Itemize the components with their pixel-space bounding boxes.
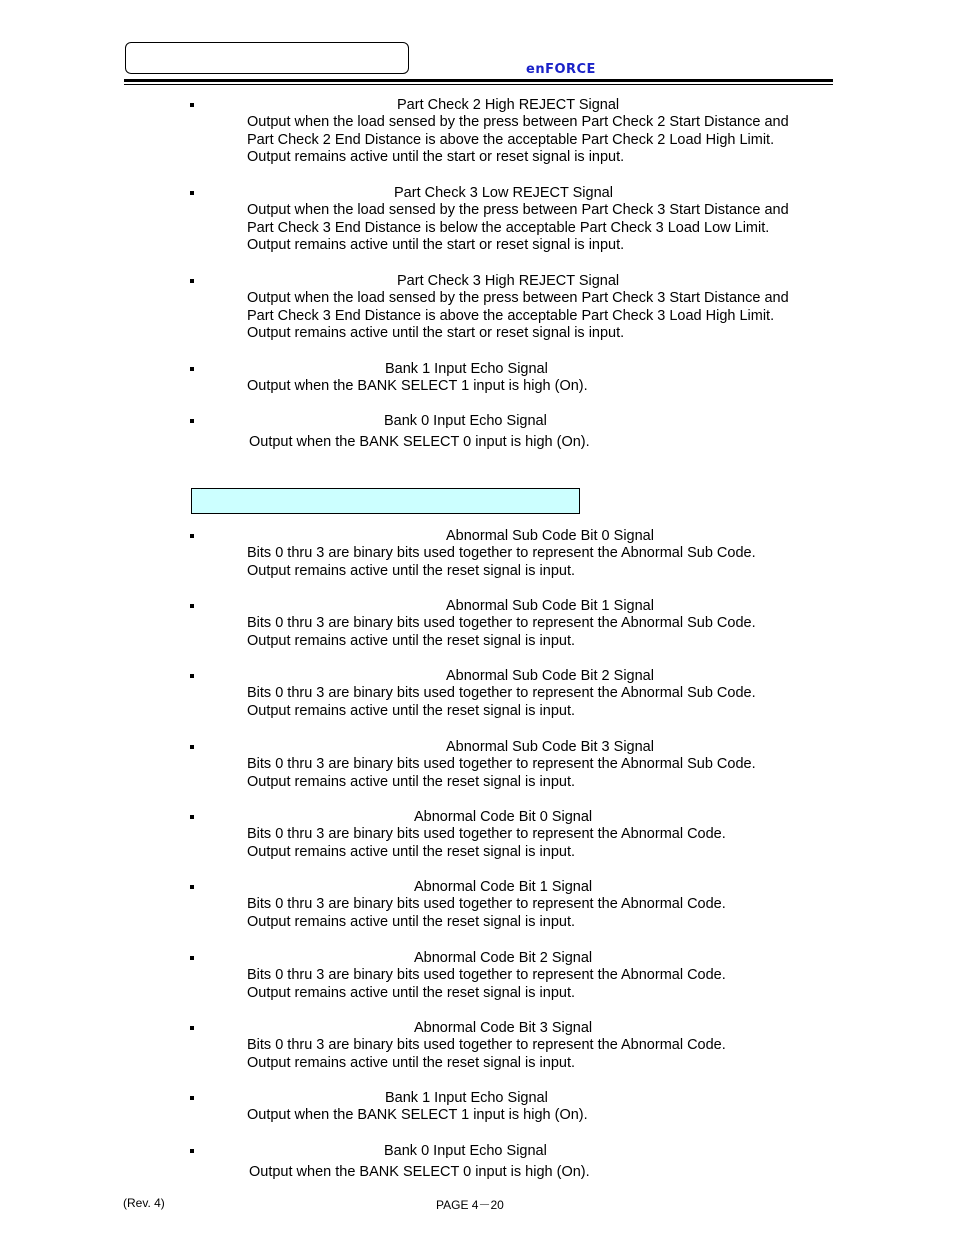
signal-title: Bank 1 Input Echo Signal — [385, 1090, 548, 1106]
signal-description — [247, 826, 726, 861]
signal-title: Part Check 3 High REJECT Signal — [397, 273, 620, 289]
signal-title: Abnormal Code Bit 2 Signal — [414, 950, 593, 966]
bullet-icon — [190, 367, 194, 371]
signal-title: Abnormal Code Bit 3 Signal — [414, 1020, 593, 1036]
signal-title: Part Check 3 Low REJECT Signal — [394, 185, 613, 201]
signal-description — [247, 114, 789, 167]
signal-title: Part Check 2 High REJECT Signal — [397, 97, 620, 113]
header-rule-thin — [124, 84, 833, 85]
signal-description — [247, 545, 756, 580]
description-line: Output remains active until the reset signal is input. — [247, 773, 576, 790]
signal-description — [247, 615, 756, 650]
description-line: Output remains active until the reset signal is input. — [247, 843, 576, 860]
signal-title: Abnormal Code Bit 0 Signal — [414, 809, 593, 825]
description-line: Output remains active until the reset signal is input. — [247, 913, 576, 930]
description-line: Bits 0 thru 3 are binary bits used together to represent the Abnormal Code. — [247, 967, 726, 983]
description-line: Bits 0 thru 3 are binary bits used together to represent the Abnormal Sub Code. — [247, 615, 756, 631]
signal-title: Abnormal Sub Code Bit 2 Signal — [446, 668, 654, 684]
signal-description — [247, 290, 789, 343]
bullet-icon — [190, 885, 194, 889]
description-line: Bits 0 thru 3 are binary bits used together to represent the Abnormal Code. — [247, 1037, 726, 1053]
signal-title: Abnormal Sub Code Bit 1 Signal — [446, 598, 654, 614]
signal-description — [247, 1107, 588, 1125]
header-title-box — [125, 42, 409, 74]
bullet-icon — [190, 1096, 194, 1100]
signal-title: Abnormal Sub Code Bit 3 Signal — [446, 739, 654, 755]
description-line: Output remains active until the reset signal is input. — [247, 984, 576, 1001]
signal-title: Bank 0 Input Echo Signal — [384, 1143, 547, 1159]
bullet-icon — [190, 279, 194, 283]
signal-description — [247, 756, 756, 791]
signal-description — [247, 896, 726, 931]
description-line: Output remains active until the reset signal is input. — [247, 1054, 576, 1071]
description-line: Output when the BANK SELECT 1 input is high (On). — [247, 378, 588, 394]
signal-description — [247, 202, 789, 255]
bullet-icon — [190, 1026, 194, 1030]
bullet-icon — [190, 674, 194, 678]
description-line: Output when the load sensed by the press between Part Check 3 Start Distance and — [247, 290, 789, 306]
signal-description — [249, 434, 590, 452]
description-line: Output when the BANK SELECT 0 input is high (On). — [249, 1164, 590, 1180]
bullet-icon — [190, 604, 194, 608]
description-line: Bits 0 thru 3 are binary bits used together to represent the Abnormal Sub Code. — [247, 545, 756, 561]
description-line: Part Check 3 End Distance is above the acceptable Part Check 3 Load High Limit. — [247, 307, 775, 324]
signal-title: Abnormal Code Bit 1 Signal — [414, 879, 593, 895]
bullet-icon — [190, 956, 194, 960]
description-line: Output remains active until the reset signal is input. — [247, 702, 576, 719]
bullet-icon — [190, 1149, 194, 1153]
section-heading-box — [191, 488, 580, 514]
signal-title: Bank 0 Input Echo Signal — [384, 413, 547, 429]
description-line: Output when the BANK SELECT 1 input is high (On). — [247, 1107, 588, 1123]
signal-description — [247, 378, 588, 396]
page-number: PAGE 4－20 — [436, 1198, 504, 1212]
description-line: Bits 0 thru 3 are binary bits used together to represent the Abnormal Code. — [247, 896, 726, 912]
bullet-icon — [190, 103, 194, 107]
bullet-icon — [190, 534, 194, 538]
bullet-icon — [190, 745, 194, 749]
bullet-icon — [190, 191, 194, 195]
signal-title: Bank 1 Input Echo Signal — [385, 361, 548, 377]
description-line: Part Check 2 End Distance is above the acceptable Part Check 2 Load High Limit. — [247, 131, 775, 148]
description-line: Bits 0 thru 3 are binary bits used together to represent the Abnormal Sub Code. — [247, 685, 756, 701]
description-line: Output remains active until the start or reset signal is input. — [247, 149, 625, 166]
description-line: Bits 0 thru 3 are binary bits used together to represent the Abnormal Code. — [247, 826, 726, 842]
description-line: Bits 0 thru 3 are binary bits used together to represent the Abnormal Sub Code. — [247, 756, 756, 772]
signal-description — [249, 1164, 590, 1182]
description-line: Output remains active until the start or reset signal is input. — [247, 325, 625, 342]
description-line: Output when the load sensed by the press between Part Check 2 Start Distance and — [247, 114, 789, 130]
brand-logo: enFORCE — [526, 62, 596, 77]
description-line: Output remains active until the start or reset signal is input. — [247, 237, 625, 254]
signal-title: Abnormal Sub Code Bit 0 Signal — [446, 528, 654, 544]
revision-label: (Rev. 4) — [123, 1196, 165, 1210]
bullet-icon — [190, 815, 194, 819]
description-line: Output when the BANK SELECT 0 input is high (On). — [249, 434, 590, 450]
bullet-icon — [190, 419, 194, 423]
description-line: Output remains active until the reset signal is input. — [247, 632, 576, 649]
signal-description — [247, 1037, 726, 1072]
description-line: Output remains active until the reset signal is input. — [247, 562, 576, 579]
header-rule-thick — [124, 79, 833, 82]
signal-description — [247, 685, 756, 720]
description-line: Output when the load sensed by the press between Part Check 3 Start Distance and — [247, 202, 789, 218]
signal-description — [247, 967, 726, 1002]
description-line: Part Check 3 End Distance is below the acceptable Part Check 3 Load Low Limit. — [247, 219, 770, 236]
